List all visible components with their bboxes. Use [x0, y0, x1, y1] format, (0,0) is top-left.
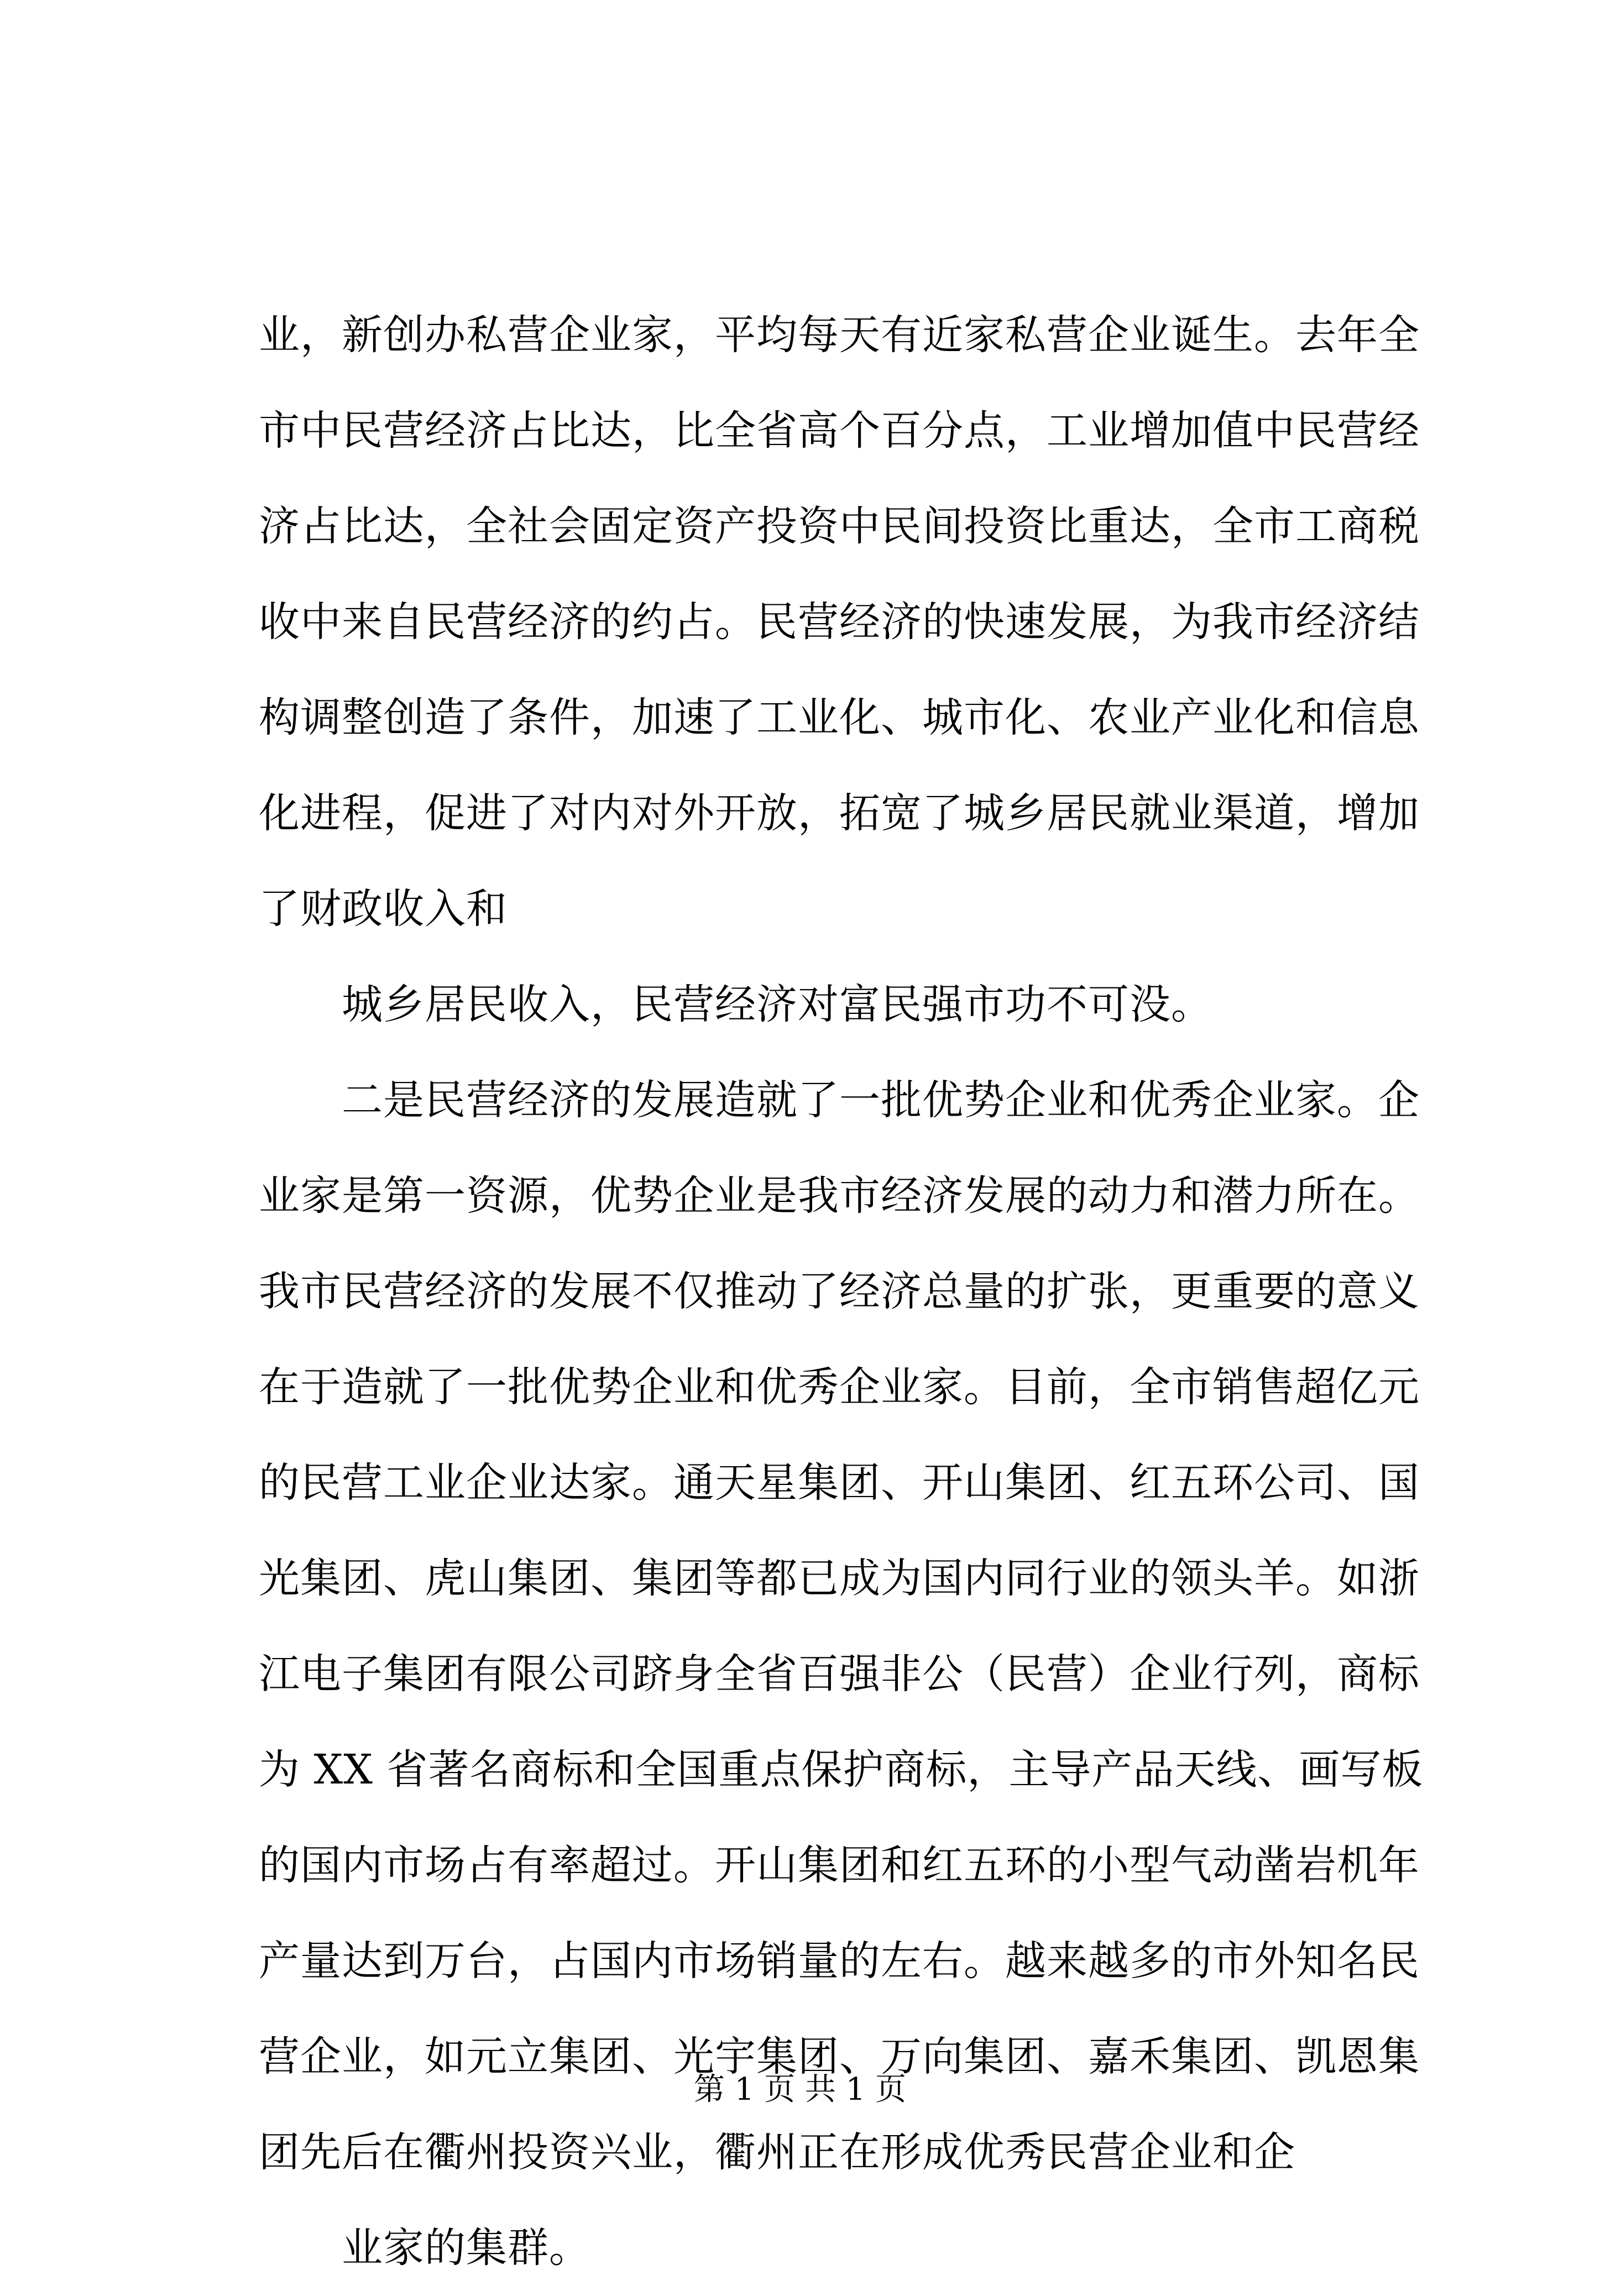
text-line: 业家是第一资源，优势企业是我市经济发展的动力和潜力所在。: [259, 1172, 1420, 1220]
text-line: 光集团、虎山集团、集团等都已成为国内同行业的领头羊。如浙: [259, 1555, 1420, 1602]
text-line: 城乡居民收入，民营经济对富民强市功不可没。: [342, 981, 1212, 1028]
text-line: 收中来自民营经济的约占。民营经济的快速发展，为我市经济结: [259, 598, 1420, 646]
text-line: 市中民营经济占比达，比全省高个百分点，工业增加值中民营经: [259, 407, 1420, 454]
body-text: [259, 287, 1424, 2296]
text-line: 为 XX 省著名商标和全国重点保护商标，主导产品天线、画写板: [259, 1746, 1424, 1793]
text-line: 业家的集群。: [342, 2224, 590, 2272]
text-line: 二是民营经济的发展造就了一批优势企业和优秀企业家。企: [342, 1076, 1420, 1124]
page-footer: 第 1 页 共 1 页: [693, 2072, 907, 2107]
text-line: 化进程，促进了对内对外开放，拓宽了城乡居民就业渠道，增加: [259, 789, 1420, 837]
text-line: 产量达到万台，占国内市场销量的左右。越来越多的市外知名民: [259, 1937, 1420, 1985]
text-line: 营企业，如元立集团、光宇集团、万向集团、嘉禾集团、凯恩集: [259, 2033, 1420, 2080]
text-line: 济占比达，全社会固定资产投资中民间投资比重达，全市工商税: [259, 503, 1420, 550]
text-line: 的民营工业企业达家。通天星集团、开山集团、红五环公司、国: [259, 1459, 1420, 1507]
text-line: 我市民营经济的发展不仅推动了经济总量的扩张，更重要的意义: [259, 1268, 1420, 1315]
text-line: 构调整创造了条件，加速了工业化、城市化、农业产业化和信息: [259, 694, 1420, 741]
text-line: 江电子集团有限公司跻身全省百强非公（民营）企业行列，商标: [259, 1650, 1420, 1698]
text-line: 团先后在衢州投资兴业，衢州正在形成优秀民营企业和企: [259, 2128, 1295, 2176]
text-line: 在于造就了一批优势企业和优秀企业家。目前，全市销售超亿元: [259, 1363, 1420, 1411]
text-line: 业，新创办私营企业家，平均每天有近家私营企业诞生。去年全: [259, 311, 1420, 359]
text-line: 的国内市场占有率超过。开山集团和红五环的小型气动凿岩机年: [259, 1842, 1420, 1889]
text-line: 了财政收入和: [259, 885, 508, 933]
